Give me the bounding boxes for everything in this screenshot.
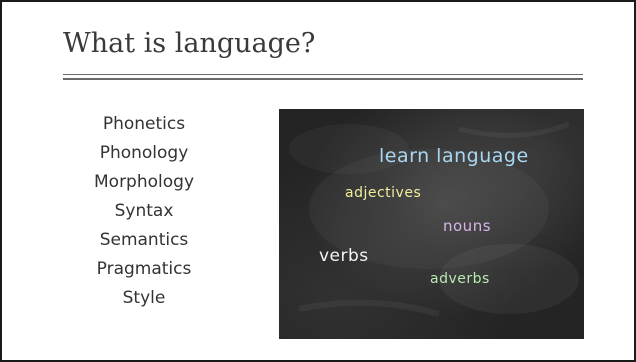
chalk-word-adverbs: adverbs: [430, 271, 490, 287]
chalk-smudges: [279, 109, 584, 339]
topic-item: Morphology: [94, 172, 194, 192]
title-underline-thick: [63, 78, 583, 80]
topic-item: Style: [122, 288, 166, 308]
chalk-word-verbs: verbs: [319, 246, 369, 266]
chalk-word-nouns: nouns: [443, 217, 492, 235]
topic-item: Phonetics: [102, 114, 186, 134]
topic-list: [64, 110, 224, 313]
slide-title: What is language?: [63, 28, 316, 59]
topic-item: Pragmatics: [96, 259, 192, 279]
title-underline-thin: [63, 74, 583, 75]
chalk-word-adjectives: adjectives: [345, 185, 422, 201]
chalkboard-image: [279, 109, 584, 339]
topic-item: Semantics: [99, 230, 189, 250]
topic-item: Syntax: [114, 201, 174, 221]
topic-item: Phonology: [99, 143, 189, 163]
chalk-word-learn-language: learn language: [379, 145, 529, 167]
